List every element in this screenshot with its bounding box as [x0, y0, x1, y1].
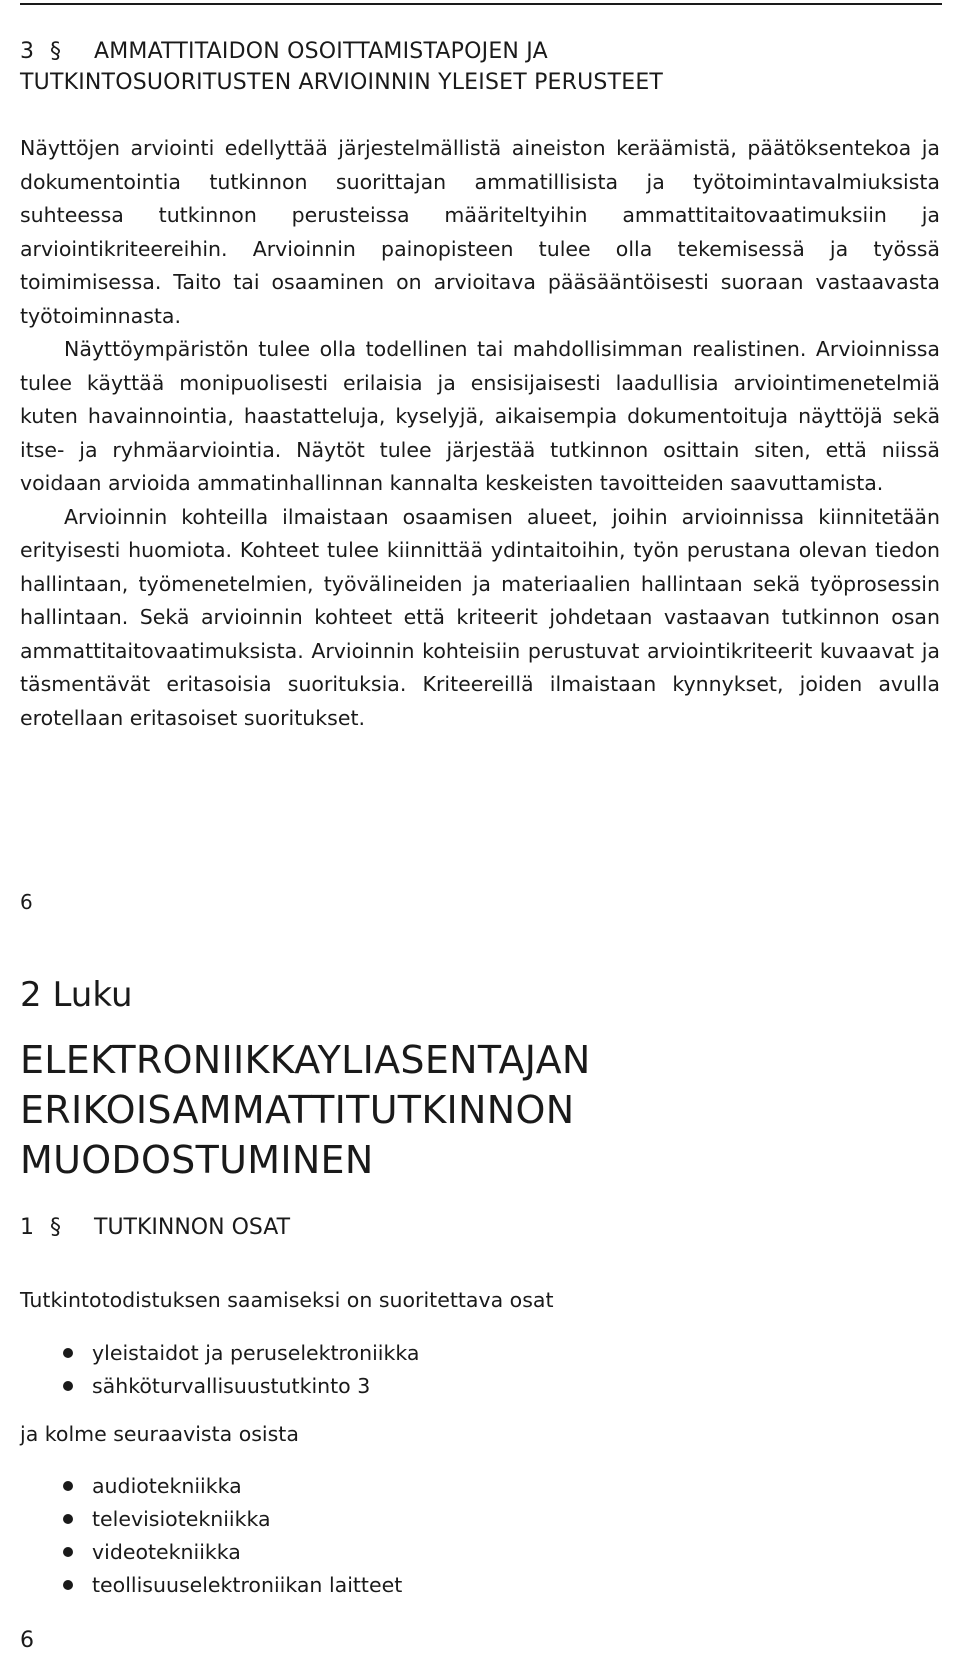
list-item: sähköturvallisuustutkinto 3 — [20, 1370, 419, 1403]
paragraph-2: Näyttöympäristön tulee olla todellinen tai mahdollisimman realistinen. Arvioinnissa tulee käyttää monipuolisesti erilaisia ja ensisijaisesti laadullisia arviointimenetelmiä kuten havainnointia, haastatteluja, kyselyjä, aikaisempia dokumentoituja näyttöjä sekä itse- ja ryhmäarviointia. Näytöt tulee järjestää tutkinnon osittain siten, että niissä voidaan arvioida ammatinhallinnan kannalta keskeisten tavoitteiden saavuttamista. — [20, 337, 940, 495]
body-text — [20, 132, 940, 735]
paragraph-1: Näyttöjen arviointi edellyttää järjestelmällistä aineiston keräämistä, päätöksentekoa ja dokumentointia tutkinnon suorittajan ammatillisista ja työtoimintavalmiuksista suhteessa tutkinnon perusteissa määriteltyihin ammattitaitovaatimuksiin ja arviointikriteereihin. Arvioinnin painopisteen tulee olla tekemisessä ja työssä toimimisessa. Taito tai osaaminen on arvioitava pääsääntöisesti suoraan vastaavasta työtoiminnasta. — [20, 136, 940, 328]
paragraph-3: Arvioinnin kohteilla ilmaistaan osaamisen alueet, joihin arvioinnissa kiinnitetään erityisesti huomiota. Kohteet tulee kiinnittää ydintaitoihin, työn perustana olevan tiedon hallintaan, työmenetelmien, työvälineiden ja materiaalien hallintaan sekä työprosessin hallintaan. Sekä arvioinnin kohteet että kriteerit johdetaan vastaavan tutkinnon osan ammattitaitovaatimuksista. Arvioinnin kohteisiin perustuvat arviointikriteerit kuvaavat ja täsmentävät eritasoisia suorituksia. Kriteereillä ilmaistaan kynnykset, joiden avulla erotellaan eritasoiset suoritukset. — [20, 504, 940, 730]
section-title: TUTKINNON OSAT — [94, 1215, 291, 1240]
section-title-line2: TUTKINTOSUORITUSTEN ARVIOINNIN YLEISET PERUSTEET — [20, 70, 664, 95]
list-item: audiotekniikka — [20, 1470, 402, 1503]
list-item: videotekniikka — [20, 1536, 402, 1569]
section-title-line1: AMMATTITAIDON OSOITTAMISTAPOJEN JA — [94, 39, 548, 64]
middle-text: ja kolme seuraavista osista — [20, 1422, 299, 1446]
chapter-title-line1: ELEKTRONIIKKAYLIASENTAJAN — [20, 1038, 591, 1082]
page-number: 6 — [20, 1628, 34, 1653]
intro-text: Tutkintotodistuksen saamiseksi on suoritettava osat — [20, 1288, 554, 1312]
section-sign: § — [50, 1215, 61, 1240]
list-item: yleistaidot ja peruselektroniikka — [20, 1337, 419, 1370]
page-marker: 6 — [20, 890, 33, 914]
section-3-heading — [20, 36, 920, 98]
chapter-title — [20, 1035, 920, 1185]
list-item: televisiotekniikka — [20, 1503, 402, 1536]
section-sign: § — [50, 39, 62, 64]
top-rule — [20, 3, 942, 5]
chapter-title-line2: ERIKOISAMMATTITUTKINNON — [20, 1088, 575, 1132]
optional-parts-list — [20, 1470, 402, 1602]
chapter-label: 2 Luku — [20, 975, 133, 1015]
section-number: 3 — [20, 39, 35, 64]
chapter-title-line3: MUODOSTUMINEN — [20, 1138, 374, 1182]
required-parts-list — [20, 1337, 419, 1403]
section-1-heading — [20, 1215, 290, 1240]
section-number: 1 — [20, 1215, 34, 1240]
list-item: teollisuuselektroniikan laitteet — [20, 1569, 402, 1602]
